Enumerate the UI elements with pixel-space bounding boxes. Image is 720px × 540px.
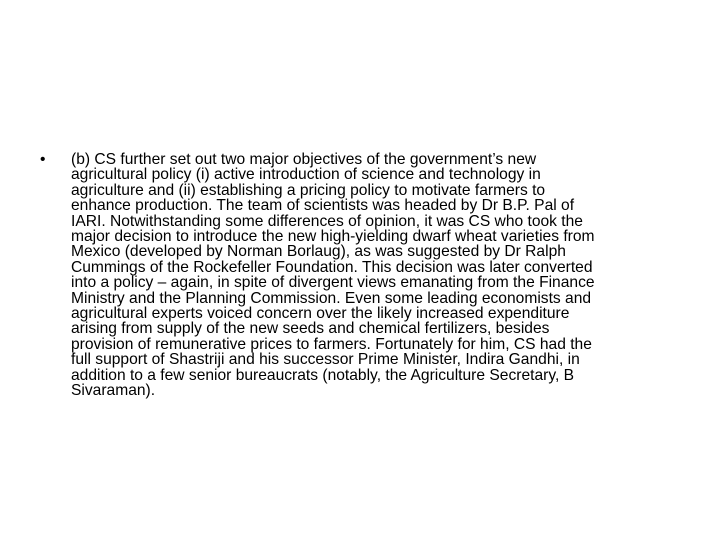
paragraph-line-13: provision of remunerative prices to farmers. Fortunately for him, CS had the [71,335,592,353]
paragraph-line-12: arising from supply of the new seeds and chemical fertilizers, besides [71,320,550,338]
paragraph-text [71,152,691,399]
paragraph-line-15: addition to a few senior bureaucrats (notably, the Agriculture Secretary, B [71,366,575,384]
paragraph-line-14: full support of Shastriji and his successor Prime Minister, Indira Gandhi, in [71,351,580,369]
paragraph-line-1: (b) CS further set out two major objectives of the government’s new [71,151,537,168]
bullet-marker: • [40,151,46,168]
paragraph-line-5: IARI. Notwithstanding some differences of opinion, it was CS who took the [71,212,583,230]
paragraph-line-7: Mexico (developed by Norman Borlaug), as was suggested by Dr Ralph [71,243,566,261]
paragraph-line-6: major decision to introduce the new high-yielding dwarf wheat varieties from [71,228,595,246]
paragraph-line-4: enhance production. The team of scientists was headed by Dr B.P. Pal of [71,197,575,215]
paragraph-line-8: Cummings of the Rockefeller Foundation. This decision was later converted [71,258,593,276]
paragraph-line-11: agricultural experts voiced concern over the likely increased expenditure [71,305,570,323]
paragraph-line-16: Sivaraman). [71,382,156,400]
paragraph-line-10: Ministry and the Planning Commission. Even some leading economists and [71,289,592,307]
paragraph-line-2: agricultural policy (i) active introduction of science and technology in [71,166,541,184]
paragraph-line-3: agriculture and (ii) establishing a pricing policy to motivate farmers to [71,181,546,199]
paragraph-line-9: into a policy – again, in spite of divergent views emanating from the Finance [71,274,595,292]
